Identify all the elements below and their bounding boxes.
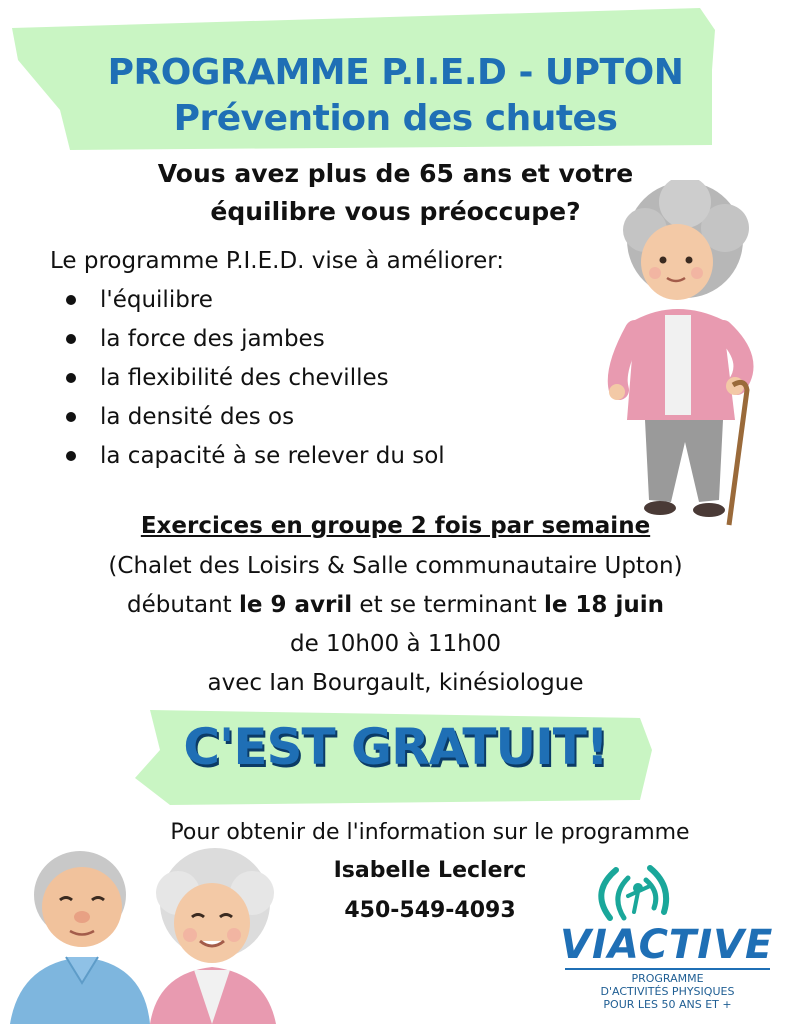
contact-phone: 450-549-4093 bbox=[344, 898, 516, 923]
question-line-2: équilibre vous préoccupe? bbox=[210, 197, 581, 226]
page-title: PROGRAMME P.I.E.D - UPTON bbox=[107, 52, 684, 93]
start-date: le 9 avril bbox=[238, 592, 353, 618]
schedule-locations: (Chalet des Loisirs & Salle communautaire Upton) bbox=[108, 553, 683, 579]
goals-list bbox=[60, 282, 445, 477]
logo-tagline: PROGRAMME D'ACTIVITÉS PHYSIQUES POUR LES 50 ANS ET + bbox=[600, 972, 735, 1011]
bullet-icon bbox=[66, 451, 76, 461]
schedule-dates: débutant le 9 avril et se terminant le 18 juin bbox=[127, 592, 664, 618]
grandmother-with-cane-illustration bbox=[605, 180, 775, 530]
list-item: la densité des os bbox=[60, 399, 445, 438]
contact-intro: Pour obtenir de l'information sur le programme bbox=[170, 820, 690, 845]
list-item: l'équilibre bbox=[60, 282, 445, 321]
contact-name: Isabelle Leclerc bbox=[333, 858, 527, 883]
bullet-icon bbox=[66, 412, 76, 422]
senior-couple-illustration bbox=[0, 845, 290, 1024]
bullet-icon bbox=[66, 373, 76, 383]
logo-divider bbox=[565, 968, 770, 970]
free-banner: C'EST GRATUIT! bbox=[183, 718, 608, 776]
list-item: la capacité à se relever du sol bbox=[60, 438, 445, 477]
question-line-1: Vous avez plus de 65 ans et votre bbox=[157, 159, 634, 188]
list-item: la force des jambes bbox=[60, 321, 445, 360]
logo-wordmark: VIACTIVE bbox=[560, 922, 774, 968]
bullet-icon bbox=[66, 334, 76, 344]
page-subtitle: Prévention des chutes bbox=[173, 98, 618, 139]
schedule-heading: Exercices en groupe 2 fois par semaine bbox=[140, 513, 651, 539]
schedule-instructor: avec Ian Bourgault, kinésiologue bbox=[207, 670, 584, 696]
end-date: le 18 juin bbox=[543, 592, 664, 618]
bullet-icon bbox=[66, 295, 76, 305]
list-item: la flexibilité des chevilles bbox=[60, 360, 445, 399]
program-intro: Le programme P.I.E.D. vise à améliorer: bbox=[50, 248, 505, 274]
schedule-hours: de 10h00 à 11h00 bbox=[290, 631, 501, 657]
